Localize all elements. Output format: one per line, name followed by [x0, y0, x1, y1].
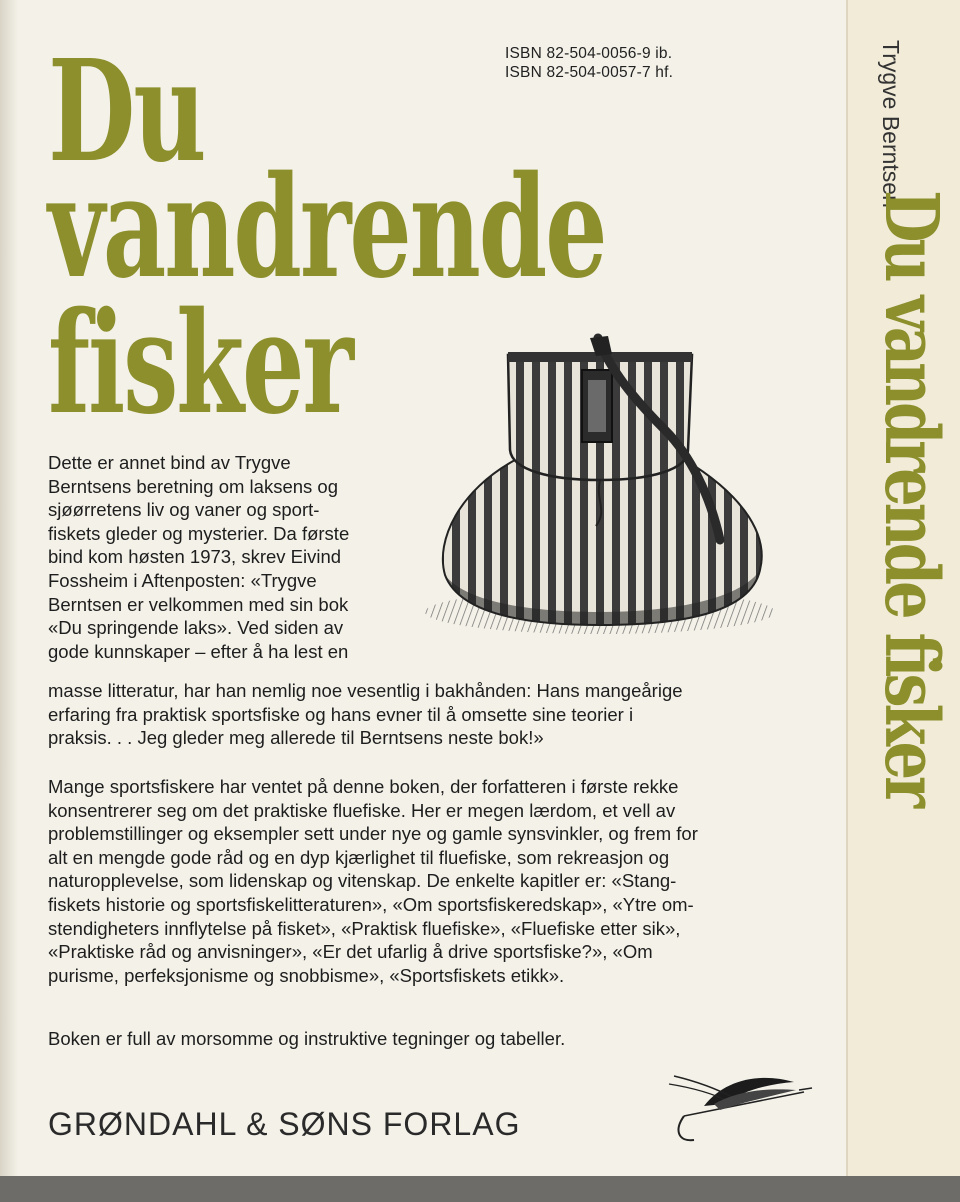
blurb-line: stendigheters innflytelse på fisket», «Praktisk fluefiske», «Fluefiske etter sik», [48, 917, 681, 939]
isbn-hardback: ISBN 82-504-0056-9 ib. [505, 45, 673, 62]
title-line-1: Du [48, 30, 205, 194]
blurb-line: Mange sportsfiskere har ventet på denne boken, der forfatteren i første rekke [48, 776, 679, 797]
blurb-paragraph-1-narrow [48, 451, 403, 663]
blurb-line: masse litteratur, har han nemlig noe vesentlig i bakhånden: Hans mangeårige [48, 680, 683, 701]
spine-author-text: Trygve Berntsen [878, 40, 904, 208]
title-line-3: fisker [48, 282, 352, 446]
blurb-paragraph-1-wide [48, 679, 818, 750]
title-line-2: vandrende [48, 146, 606, 310]
blurb-line: Fossheim i Aftenposten: «Trygve [48, 569, 317, 591]
blurb-line: alt en mengde gode råd og en dyp kjærlighet til fluefiske, som rekreasjon og [48, 846, 670, 868]
blurb-line: purisme, perfeksjonisme og snobbisme», «Sportsfiskets etikk». [48, 964, 565, 986]
blurb-line: praksis. . . Jeg gleder meg allerede til Berntsens neste bok!» [48, 727, 544, 749]
isbn-paperback: ISBN 82-504-0057-7 hf. [505, 64, 674, 81]
scan-background-strip [0, 1176, 960, 1202]
blurb-line: naturopplevelse, som lidenskap og vitenskap. De enkelte kapitler er: «Stang- [48, 870, 677, 892]
blurb-line: fiskets historie og sportsfiskelitteraturen», «Om sportsfiskeredskap», «Ytre om- [48, 893, 694, 915]
blurb-line: konsentrerer seg om det praktiske fluefiske. Her er megen lærdom, et vell av [48, 799, 676, 821]
cover-edge-shadow [0, 0, 18, 1176]
blurb-line: «Praktiske råd og anvisninger», «Er det ufarlig å drive sportsfiske?», «Om [48, 941, 653, 963]
creel-basket-illustration [420, 330, 780, 640]
blurb-line: problemstillinger og eksempler sett under nye og gamle synsvinkler, og frem for [48, 823, 698, 845]
salmon-fly-illustration [664, 1060, 814, 1144]
blurb-line: bind kom høsten 1973, skrev Eivind [48, 546, 342, 568]
blurb-line: Dette er annet bind av Trygve [48, 452, 291, 473]
blurb-line: Berntsens beretning om laksens og [48, 475, 339, 497]
blurb-line: Berntsen er velkommen med sin bok [48, 593, 349, 615]
publisher-name: GRØNDAHL & SØNS FORLAG [48, 1106, 521, 1142]
spine-author [878, 40, 938, 208]
blurb-line: gode kunnskaper – efter å ha lest en [48, 640, 349, 662]
spine-title-text: Du vandrende fisker [868, 190, 954, 804]
spine-title [868, 190, 954, 804]
blurb-paragraph-3: Boken er full av morsomme og instruktive tegninger og tabeller. [48, 1028, 566, 1049]
isbn-block [505, 44, 673, 82]
blurb-line: erfaring fra praktisk sportsfiske og hans evner til å omsette sine teorier i [48, 703, 634, 725]
blurb-line: sjøørretens liv og vaner og sport- [48, 499, 320, 521]
blurb-line: fiskets gleder og mysterier. Da første [48, 522, 350, 544]
blurb-paragraph-2 [48, 775, 818, 987]
blurb-line: «Du springende laks». Ved siden av [48, 617, 344, 639]
